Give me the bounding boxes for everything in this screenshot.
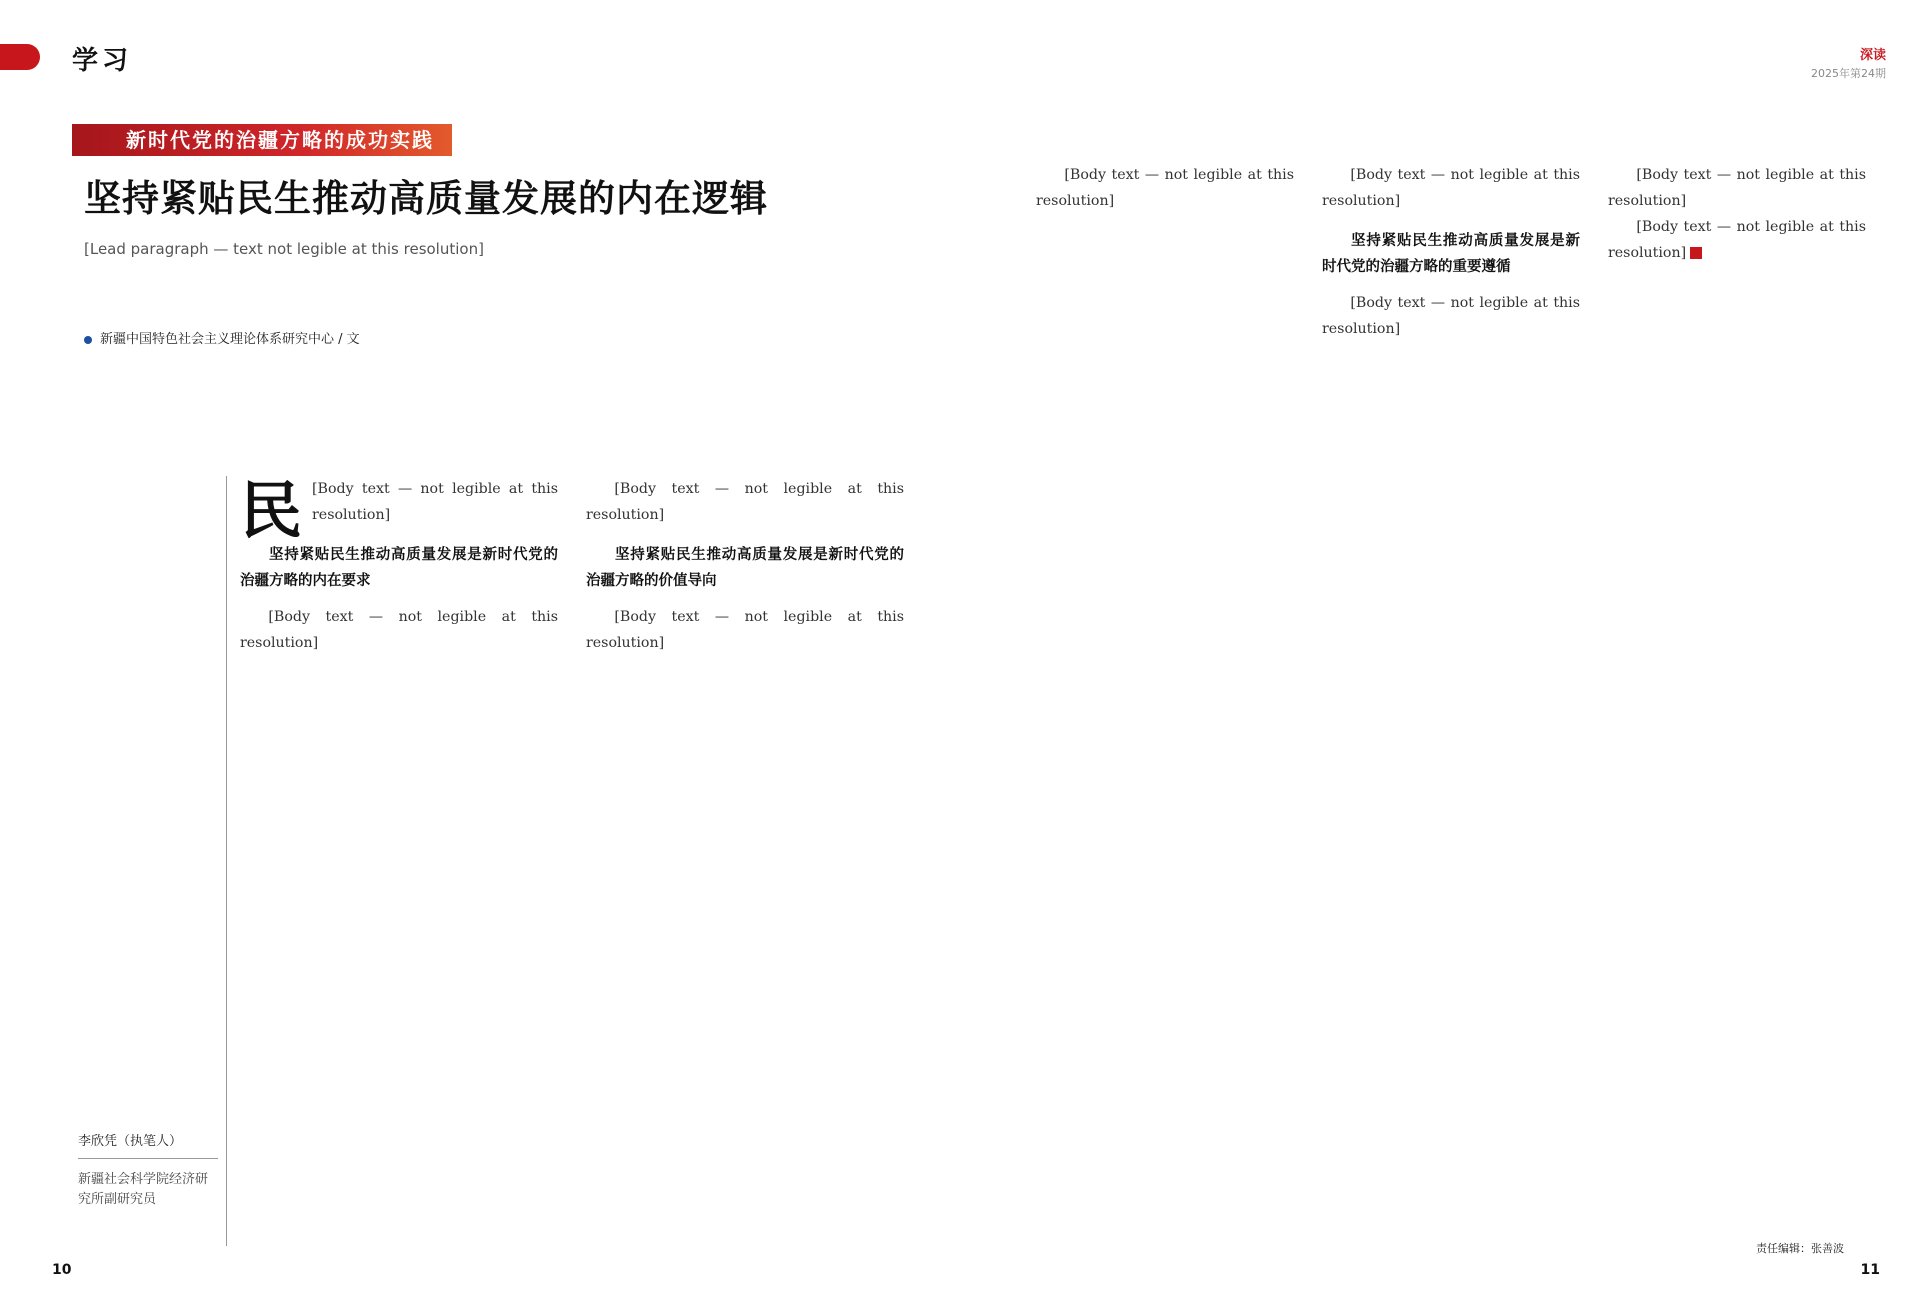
column-1 bbox=[240, 476, 558, 1252]
sidebar-divider bbox=[78, 1158, 218, 1159]
page-number-left: 10 bbox=[52, 1262, 72, 1278]
column-divider bbox=[226, 476, 227, 1246]
body-paragraph: [Body text — not legible at this resolution] bbox=[1036, 167, 1294, 209]
dropcap: 民 bbox=[240, 476, 303, 547]
column-4 bbox=[1322, 162, 1580, 1252]
bullet-icon bbox=[84, 336, 92, 344]
end-mark-icon bbox=[1690, 247, 1702, 259]
byline bbox=[84, 328, 360, 347]
section-heading-3: 坚持紧贴民生推动高质量发展是新时代党的治疆方略的重要遵循 bbox=[1322, 233, 1580, 275]
byline-text: 新疆中国特色社会主义理论体系研究中心 / 文 bbox=[100, 332, 360, 347]
column-3 bbox=[1036, 162, 1294, 1252]
responsible-editor: 责任编辑：张善波 bbox=[1756, 1242, 1844, 1255]
closing-paragraph bbox=[1608, 214, 1866, 266]
section-tab-marker bbox=[0, 44, 40, 70]
closing-text: [Body text — not legible at this resolution] bbox=[1608, 219, 1866, 261]
intro-paragraph bbox=[240, 476, 558, 547]
page-number-right: 11 bbox=[1860, 1262, 1880, 1278]
section-title: 学习 bbox=[72, 46, 133, 76]
series-banner: 新时代党的治疆方略的成功实践 bbox=[72, 124, 452, 156]
body-paragraph: [Body text — not legible at this resolution] bbox=[1322, 295, 1580, 337]
body-paragraph: [Body text — not legible at this resolution] bbox=[240, 609, 558, 651]
sidebar-author-role: 新疆社会科学院经济研究所副研究员 bbox=[78, 1172, 209, 1207]
intro-text: [Body text — not legible at this resolution] bbox=[312, 481, 558, 523]
article-title: 坚持紧贴民生推动高质量发展的内在逻辑 bbox=[84, 176, 768, 220]
sidebar-author-name: 李欣凭（执笔人） bbox=[78, 1134, 183, 1149]
brand-label: 深读 bbox=[1859, 48, 1886, 63]
body-paragraph: [Body text — not legible at this resolution] bbox=[1608, 167, 1866, 209]
section-heading-2: 坚持紧贴民生推动高质量发展是新时代党的治疆方略的价值导向 bbox=[586, 547, 904, 589]
section-heading-1: 坚持紧贴民生推动高质量发展是新时代党的治疆方略的内在要求 bbox=[240, 547, 558, 589]
body-paragraph: [Body text — not legible at this resolution] bbox=[586, 481, 904, 523]
issue-header bbox=[1811, 44, 1886, 81]
body-paragraph: [Body text — not legible at this resolution] bbox=[586, 609, 904, 651]
article-lead: [Lead paragraph — text not legible at this resolution] bbox=[84, 240, 484, 258]
column-2 bbox=[586, 476, 904, 1252]
body-paragraph: [Body text — not legible at this resolution] bbox=[1322, 167, 1580, 209]
column-5 bbox=[1608, 162, 1866, 1252]
issue-label: 2025年第24期 bbox=[1811, 67, 1886, 80]
